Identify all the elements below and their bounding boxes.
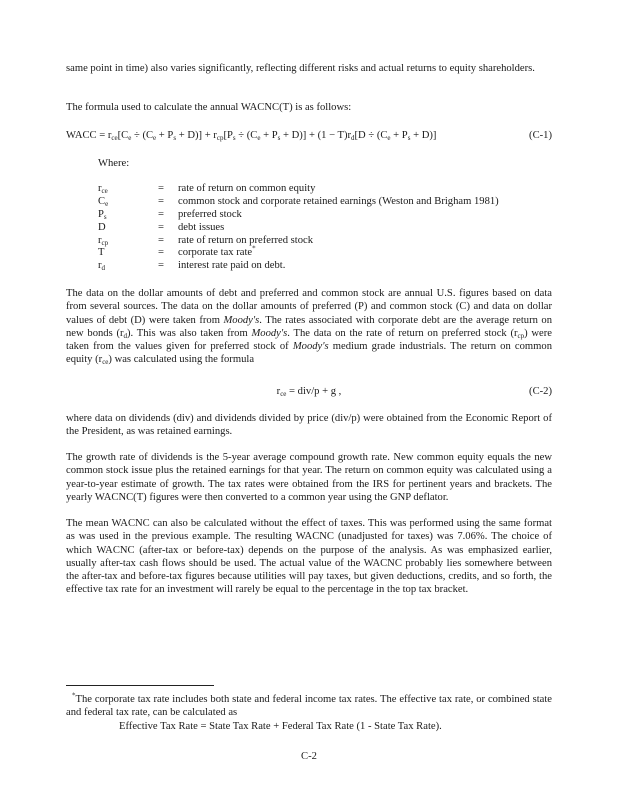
symbol-subscript: e bbox=[105, 199, 109, 208]
equation-c2-formula: $r_{ce} = div/p + g$ , bbox=[276, 386, 342, 398]
definition-row bbox=[98, 195, 499, 208]
footnote-marker: * bbox=[252, 244, 256, 253]
equals-sign: = bbox=[158, 183, 164, 194]
equation-c2-number: (C-2) bbox=[529, 386, 552, 397]
text: where data on dividends (div) and dividends divided by price (div/p) were obtained from the Economic Report of the President, as was retained earnings. bbox=[66, 413, 552, 438]
equation-c2 bbox=[66, 385, 552, 398]
equation-c1-number: (C-1) bbox=[529, 130, 552, 141]
intro-paragraph bbox=[66, 62, 552, 75]
definition-row bbox=[98, 182, 499, 195]
symbol-subscript: s bbox=[103, 212, 107, 221]
definition-meaning: common stock and corporate retained earnings (Weston and Brigham 1981) bbox=[178, 195, 499, 207]
definition-row bbox=[98, 234, 499, 247]
definition-symbol bbox=[98, 208, 158, 221]
text: The data on the dollar amounts of debt and preferred and common stock are annual U.S. figures based on data from several sources. The data on the dollar amounts of preferred (P) and common stock (C) and data on dollar values of debt (D) were taken from bbox=[66, 288, 552, 326]
symbol-base: C bbox=[98, 195, 106, 207]
equals-sign: = bbox=[158, 234, 164, 246]
equation-c1 bbox=[66, 129, 552, 142]
symbol-base: r bbox=[98, 260, 102, 272]
definitions-list bbox=[98, 182, 499, 272]
definition-symbol bbox=[98, 259, 158, 272]
symbol-base: P bbox=[98, 208, 104, 220]
definition-row bbox=[98, 246, 499, 259]
definition-meaning: rate of return on common equity bbox=[178, 183, 316, 194]
definition-meaning: debt issues bbox=[178, 221, 225, 233]
text: Moody's bbox=[251, 327, 288, 339]
equals-sign: = bbox=[158, 247, 164, 259]
definition-symbol bbox=[98, 221, 158, 234]
equals-sign: = bbox=[158, 221, 164, 233]
definition-row bbox=[98, 259, 499, 272]
symbol-subscript: d bbox=[101, 264, 106, 273]
formula-intro bbox=[66, 101, 552, 114]
definition-row bbox=[98, 208, 499, 221]
definition-symbol bbox=[98, 182, 158, 195]
text: ). This was also taken from bbox=[127, 327, 252, 339]
text: The growth rate of dividends is the 5-year average compound growth rate. New common equity equals the new common stock issue plus the retained earnings for that year. The return on common equity was calculated using a year-to-year estimate of growth. The tax rates were obtained from the IRS for pertinent years and brackets. The yearly WACNC(T) figures were then converted to a common year using the GNP deflator. bbox=[66, 452, 552, 503]
definition-symbol bbox=[98, 246, 158, 259]
equals-sign: = bbox=[158, 195, 164, 207]
text: Moody's bbox=[292, 341, 329, 353]
footnote-text: The corporate tax rate includes both state and federal income tax rates. The effective tax rate, or combined state and federal tax rate, can be calculated as bbox=[66, 694, 552, 719]
formula-intro-text: The formula used to calculate the annual WACNC(T) is as follows: bbox=[66, 102, 352, 113]
symbol-base: r bbox=[98, 234, 102, 246]
data-sources-paragraph: The data on the dollar amounts of debt and preferred and common stock are annual U.S. figures based on data from several sources. The data on the dollar amounts of preferred (P) and common stock (C) and data on dollar values of debt (D) were taken from Moody's. The rates associated with corporate debt are the average return on new bonds $(r_d)$. This was also taken from Moody's. The data on the rate of return on preferred stock $(r_{cp})$ were taken from the values given for preferred stock of Moody's medium grade industrials. The return on common equity $(r_{ce})$ was calculated using the formula bbox=[66, 288, 552, 367]
text: ) was calculated using the formula bbox=[108, 354, 255, 366]
definition-meaning: rate of return on preferred stock bbox=[178, 234, 314, 246]
symbol-base: D bbox=[98, 221, 106, 233]
equals-sign: = bbox=[158, 260, 164, 272]
definition-meaning: interest rate paid on debt. bbox=[178, 260, 286, 272]
where-text: Where: bbox=[98, 158, 130, 169]
text: ) were taken from the values given for preferred stock of bbox=[66, 327, 552, 353]
intro-text: same point in time) also varies significantly, reflecting different risks and actual returns to equity shareholders. bbox=[66, 63, 535, 74]
footnote-formula: Effective Tax Rate = State Tax Rate + Federal Tax Rate (1 - State Tax Rate). bbox=[119, 720, 442, 732]
text: medium grade industrials. The return on common equity (r bbox=[66, 341, 552, 366]
equals-sign: = bbox=[158, 208, 164, 220]
equation-c1-formula: WACC = $r_{ce}[C_e \div (C_e + P_s + D)] + r_{cp}[P_s \div (C_e + P_s + D)] + (1 - T)r_d[D \div (C_e + P_s + D)]$ bbox=[66, 130, 437, 142]
where-label bbox=[98, 157, 584, 170]
definition-meaning: preferred stock bbox=[178, 208, 242, 220]
symbol-subscript: cp bbox=[101, 238, 109, 247]
definition-row bbox=[98, 221, 499, 234]
dividends-paragraph bbox=[66, 412, 552, 439]
footnote bbox=[66, 693, 552, 733]
symbol-base: r bbox=[98, 183, 102, 194]
text: . The data on the rate of return on preferred stock (r bbox=[287, 327, 518, 339]
text: . The rates associated with corporate debt are the average return on new bonds (r bbox=[66, 314, 552, 339]
text: The mean WACNC can also be calculated without the effect of taxes. This was performed using the same format as was used in the previous example. The resulting WACNC (unadjusted for taxes) was 7.06%. The choice of which WACNC (after-tax or before-tax) depends on the purpose of the analysis. As was emphasized earlier, usually after-tax cash flows should be used. The actual value of the WACNC probably lies somewhere between the after-tax and before-tax figures because utilities will pay taxes, but given deductions, credits, and so forth, the effective tax rate for an investment will rarely be equal to the percentage in the top tax bracket. bbox=[66, 518, 552, 596]
page-number: C-2 bbox=[301, 751, 317, 762]
footnote-marker: * bbox=[72, 691, 76, 700]
definition-meaning: corporate tax rate bbox=[178, 247, 253, 259]
growth-paragraph bbox=[66, 451, 552, 504]
text: Moody's bbox=[223, 314, 260, 326]
definition-symbol bbox=[98, 195, 158, 208]
definition-symbol bbox=[98, 234, 158, 247]
symbol-subscript: ce bbox=[101, 187, 108, 195]
mean-paragraph bbox=[66, 517, 552, 597]
footnote-divider bbox=[66, 685, 214, 686]
symbol-base: T bbox=[98, 247, 105, 259]
